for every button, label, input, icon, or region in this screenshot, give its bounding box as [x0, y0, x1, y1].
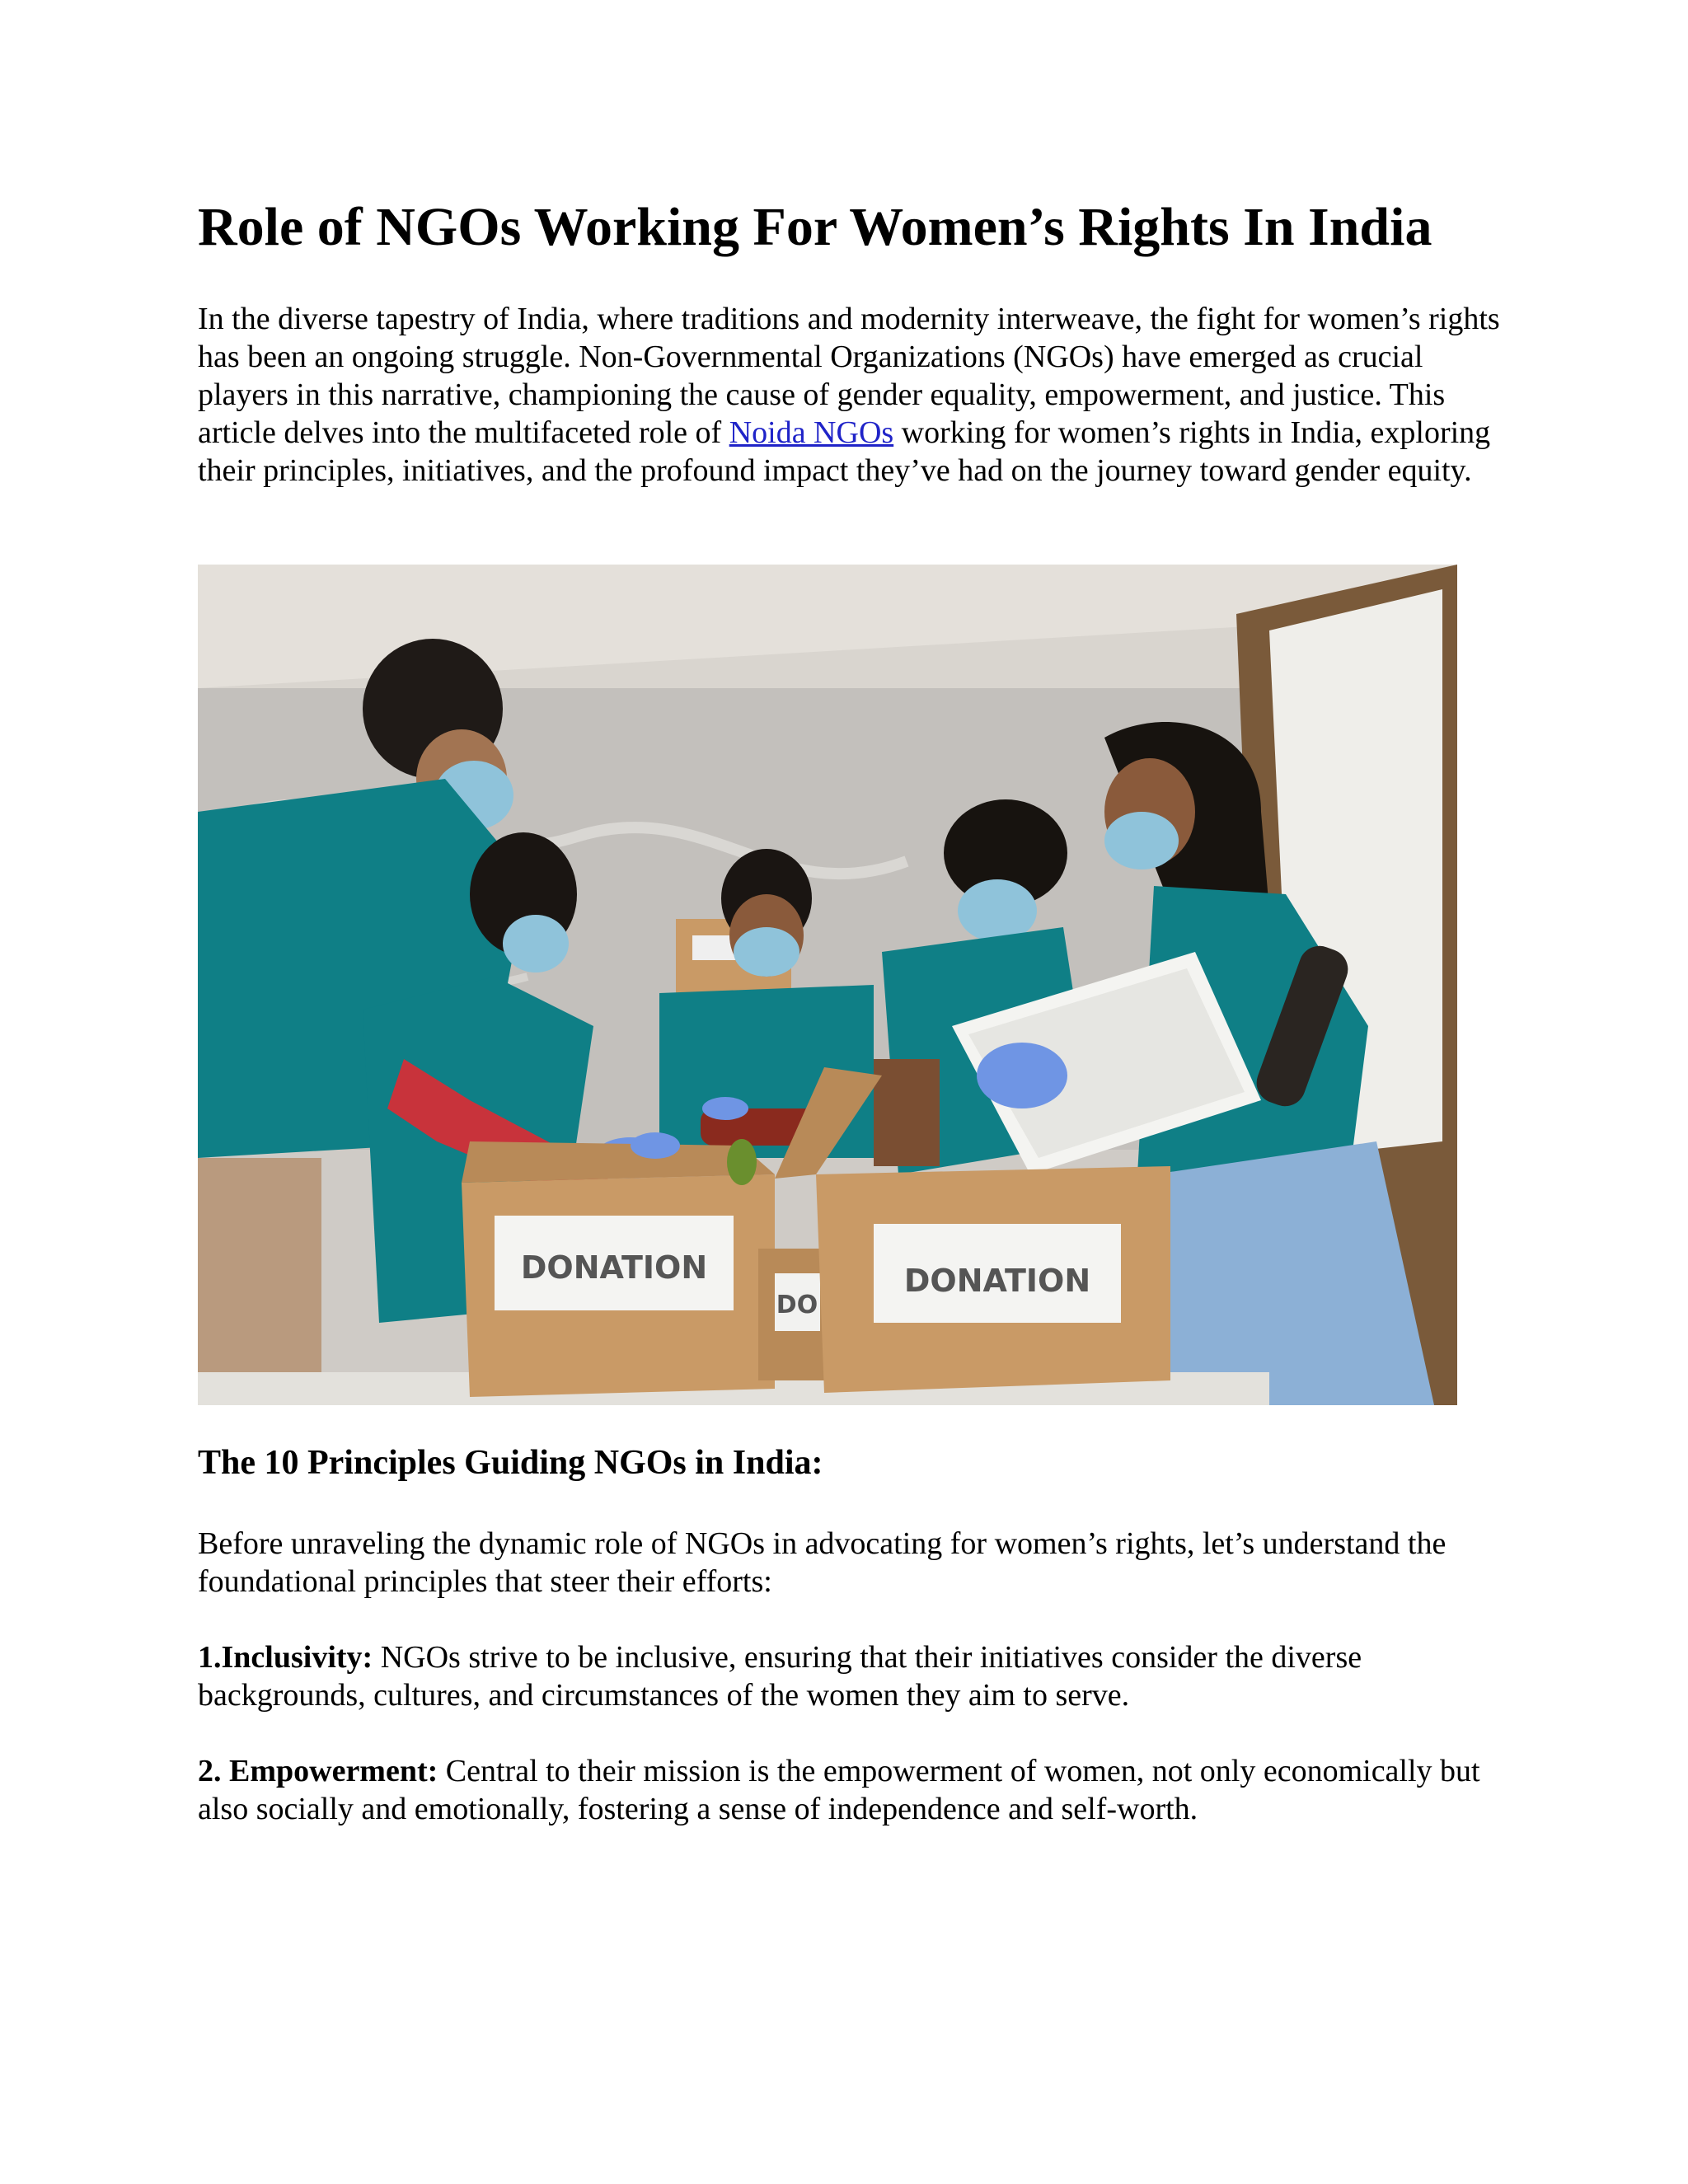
box-label-middle: DO	[776, 1291, 818, 1319]
article-title: Role of NGOs Working For Women’s Rights In India	[198, 197, 1432, 257]
intro-text-after-link: working for women’s rights in India, exploring their principles, initiatives, and the profound impact they’ve had on the journey toward gender equity.	[198, 415, 1491, 488]
principles-heading: The 10 Principles Guiding NGOs in India:	[198, 1444, 823, 1482]
intro-paragraph	[198, 300, 1500, 490]
noida-ngos-link[interactable]: Noida NGOs	[729, 415, 894, 450]
principle-label: 2. Empowerment:	[198, 1754, 438, 1788]
volunteers-donation-photo	[198, 565, 1457, 1405]
principles-intro: Before unraveling the dynamic role of NGOs in advocating for women’s rights, let’s understand the foundational principles that steer their efforts:	[198, 1526, 1447, 1599]
box-label-left: DONATION	[520, 1249, 708, 1286]
principle-text: NGOs strive to be inclusive, ensuring that their initiatives consider the diverse backgrounds, cultures, and circumstances of the women they aim to serve.	[198, 1640, 1362, 1713]
principle-label: 1.Inclusivity:	[198, 1640, 373, 1675]
principle-item	[198, 1638, 1500, 1714]
intro-text-before-link: In the diverse tapestry of India, where traditions and modernity interweave, the fight for women’s rights has been an ongoing struggle. Non-Governmental Organizations (NGOs) have emerged as crucial players in this narrative, championing the cause of gender equality, empowerment, and justice. This article delves into the multifaceted role of	[198, 302, 1500, 450]
principle-item	[198, 1752, 1500, 1828]
box-label-right: DONATION	[903, 1263, 1091, 1299]
principle-text: Central to their mission is the empowerment of women, not only economically but also socially and emotionally, fostering a sense of independence and self-worth.	[198, 1754, 1480, 1826]
